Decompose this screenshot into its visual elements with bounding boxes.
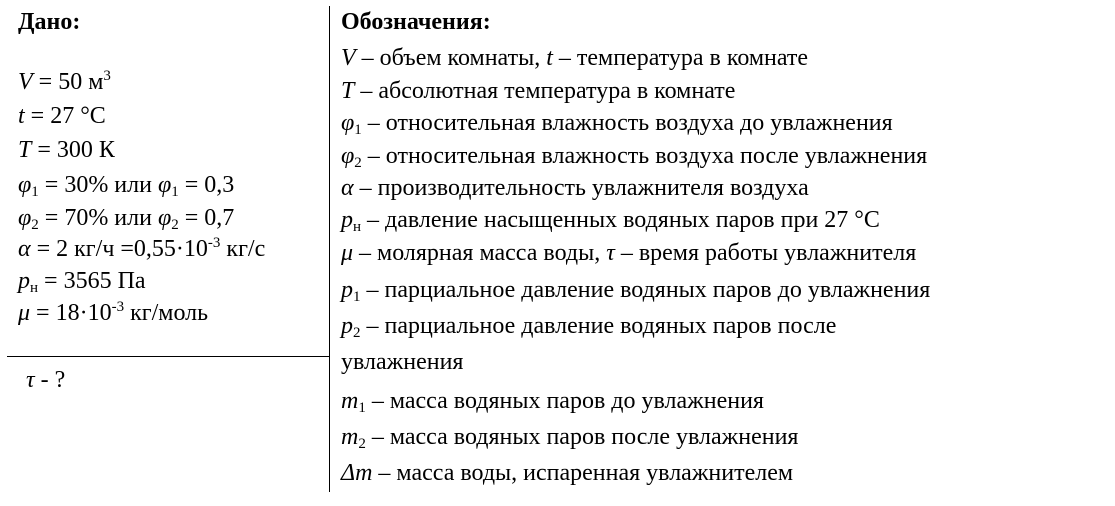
notation-title: Обозначения: xyxy=(341,9,491,35)
given-line-humidifier-rate: α = 2 $кг/ч =0,55\cdot 10^{-3}$ кг/с xyxy=(18,235,266,262)
notation-line-humidity-2: $\varphi_2$ – относительная влажность воздуха после увлажнения xyxy=(341,143,928,171)
notation-line-mass-2: $m_2$ – масса водяных паров после увлажнения xyxy=(341,424,799,452)
notation-line-mass-1: $m_1$ – масса водяных паров до увлажнения xyxy=(341,388,764,416)
vertical-divider xyxy=(329,6,330,492)
given-line-humidity-1: $\varphi_1 = 30\%$ или $\varphi_1 = 0,3$ xyxy=(18,172,235,200)
notation-line-partial-pressure-2-continued: увлажнения xyxy=(341,349,464,375)
notation-line-partial-pressure-2: $p_2$ – парциальное давление водяных паров после xyxy=(341,313,837,341)
given-line-humidity-2: $\varphi_2 = 70\%$ или $\varphi_2 = 0,7$ xyxy=(18,205,235,233)
notation-line-absolute-temperature: T – абсолютная температура в комнате xyxy=(341,78,736,104)
given-line-absolute-temperature: T = 300 К xyxy=(18,137,115,163)
find-line: τ - ? xyxy=(26,367,66,393)
given-title: Дано: xyxy=(18,9,81,35)
given-line-temperature: t = 27 °С xyxy=(18,103,106,129)
given-line-saturated-pressure: $p_н = 3565$ Па xyxy=(18,268,146,296)
notation-line-partial-pressure-1: $p_1$ – парциальное давление водяных паров до увлажнения xyxy=(341,277,931,305)
notation-line-humidifier-rate: α – производительность увлажнителя воздуха xyxy=(341,175,809,201)
notation-line-evaporated-mass: Δm – масса воды, испаренная увлажнителем xyxy=(341,460,794,486)
notation-line-molar-mass-time: μ – молярная масса воды, τ – время работы увлажнителя xyxy=(341,240,917,266)
horizontal-divider xyxy=(7,356,329,357)
notation-line-humidity-1: $\varphi_1$ – относительная влажность воздуха до увлажнения xyxy=(341,110,893,138)
notation-line-saturated-pressure: $p_н$ – давление насыщенных водяных паров при 27 °С xyxy=(341,207,880,235)
given-line-volume: V = 50 $м^3$ xyxy=(18,68,111,95)
given-line-molar-mass: $\mu = 18\cdot 10^{-3}$ кг/моль xyxy=(18,299,209,326)
notation-line-volume-temperature: V – объем комнаты, t – температура в комнате xyxy=(341,45,809,71)
